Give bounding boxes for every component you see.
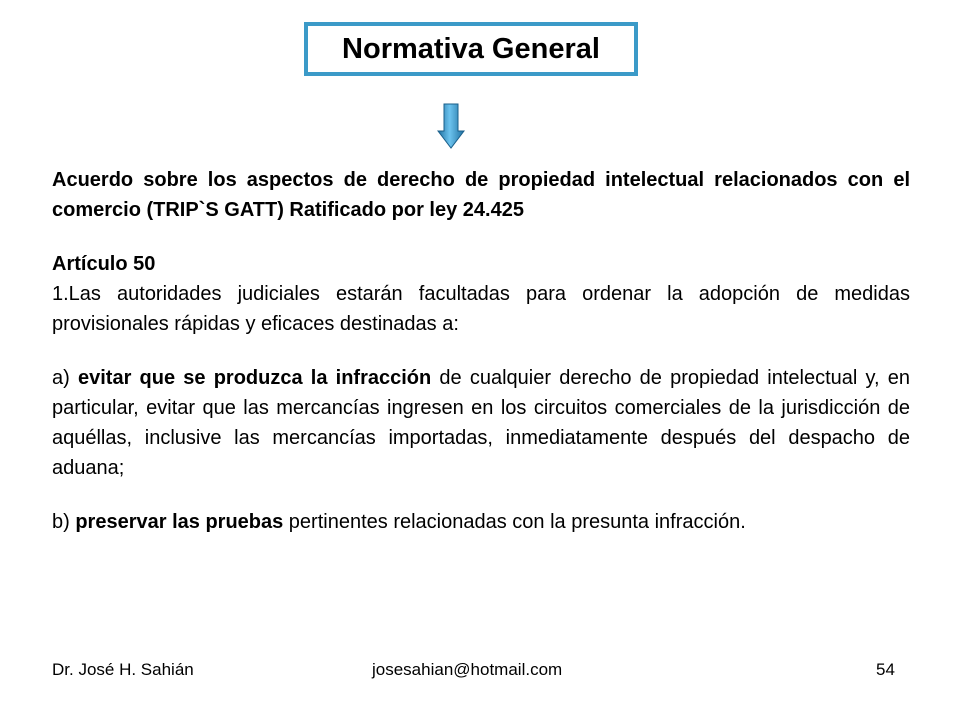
intro-paragraph: Acuerdo sobre los aspectos de derecho de propiedad intelectual relacionados con el comercio (TRIP`S GATT) Ratificado por ley 24.425 [52, 169, 910, 221]
footer-author: Dr. José H. Sahián [52, 660, 194, 679]
item-a-rest: de cualquier derecho de propiedad intelectual y, en particular, evitar que las mercancías ingresen en los circuitos comerciales de la jurisdicción de aquéllas, inclusive las mercancías importadas, inmediatamente después del despacho de aduana; [52, 367, 911, 479]
article-heading: Artículo 50 [52, 253, 156, 275]
footer-page-number: 54 [876, 660, 895, 679]
slide-content [52, 165, 910, 537]
item-a-bold: evitar que se produzca la infracción [77, 367, 432, 389]
item-b-bold: preservar las pruebas [75, 511, 284, 533]
item-b [52, 507, 910, 537]
item-a-prefix: a) [52, 367, 78, 389]
down-arrow-icon [437, 103, 465, 149]
paragraph-1: 1.Las autoridades judiciales estarán facultadas para ordenar la adopción de medidas provisionales rápidas y eficaces destinadas a: [52, 283, 910, 335]
item-b-prefix: b) [52, 511, 76, 533]
slide-title: Normativa General [342, 32, 600, 65]
item-a [52, 363, 910, 483]
item-b-rest: pertinentes relacionadas con la presunta infracción. [283, 511, 746, 533]
title-box [304, 22, 638, 76]
footer-email: josesahian@hotmail.com [372, 660, 563, 679]
